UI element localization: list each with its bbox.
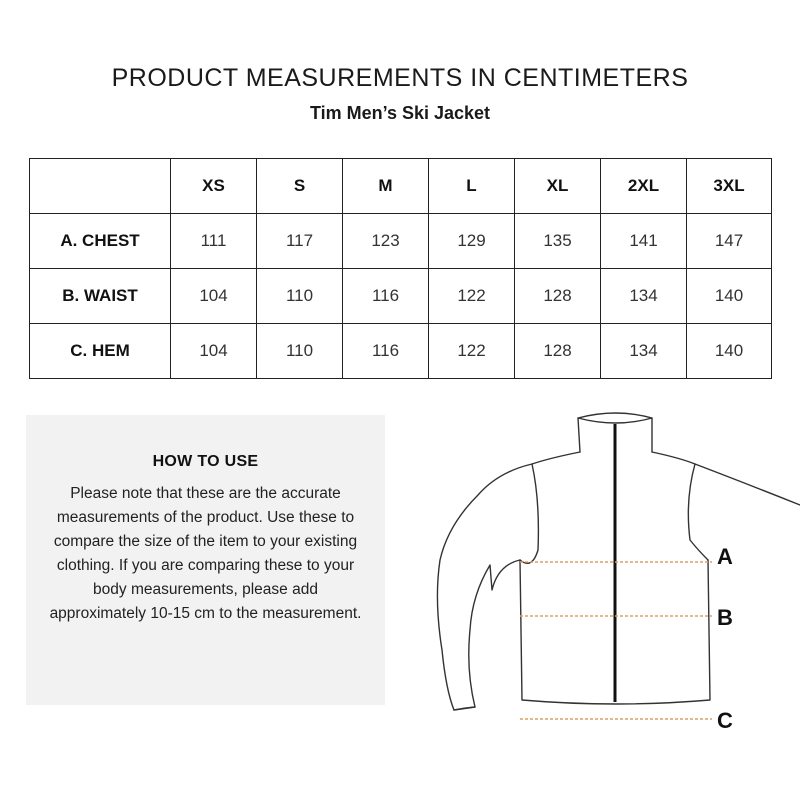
table-cell: 110 [257, 324, 343, 379]
label-a: A [717, 544, 733, 569]
size-header-xl: XL [515, 159, 601, 214]
table-cell: 104 [171, 324, 257, 379]
table-cell: 111 [171, 214, 257, 269]
row-label-chest: A. CHEST [30, 214, 171, 269]
size-header-m: M [343, 159, 429, 214]
table-cell: 122 [429, 324, 515, 379]
table-cell: 110 [257, 269, 343, 324]
label-c: C [717, 708, 733, 733]
table-row-waist [30, 269, 772, 324]
table-cell: 128 [515, 324, 601, 379]
table-header-row [30, 159, 772, 214]
row-label-hem: C. HEM [30, 324, 171, 379]
size-header-xs: XS [171, 159, 257, 214]
how-to-use-title: HOW TO USE [152, 453, 259, 470]
product-name: Tim Men’s Ski Jacket [309, 103, 491, 123]
table-cell: 134 [601, 324, 687, 379]
label-b: B [717, 605, 733, 630]
table-cell: 147 [687, 214, 772, 269]
size-header-3xl: 3XL [687, 159, 772, 214]
table-corner-cell [30, 159, 171, 214]
how-to-use-panel [26, 415, 385, 705]
table-cell: 140 [687, 269, 772, 324]
table-cell: 123 [343, 214, 429, 269]
table-cell: 104 [171, 269, 257, 324]
jacket-outline-icon [437, 413, 800, 710]
table-cell: 140 [687, 324, 772, 379]
table-cell: 116 [343, 324, 429, 379]
table-cell: 141 [601, 214, 687, 269]
how-to-use-text: Please note that these are the accurate measurements of the product. Use these to compare the size of the item to your existing clothing. If you are comparing these to your body measurements, please add approximately 10-15 cm to the measurement. [49, 485, 362, 622]
table-cell: 117 [257, 214, 343, 269]
table-cell: 129 [429, 214, 515, 269]
size-header-2xl: 2XL [601, 159, 687, 214]
size-table [29, 158, 772, 379]
jacket-diagram [420, 400, 800, 740]
table-row-hem [30, 324, 772, 379]
row-label-waist: B. WAIST [30, 269, 171, 324]
table-cell: 134 [601, 269, 687, 324]
table-cell: 128 [515, 269, 601, 324]
table-cell: 135 [515, 214, 601, 269]
table-cell: 116 [343, 269, 429, 324]
table-row-chest [30, 214, 772, 269]
size-header-l: L [429, 159, 515, 214]
size-header-s: S [257, 159, 343, 214]
page-title: PRODUCT MEASUREMENTS IN CENTIMETERS [111, 64, 689, 92]
table-cell: 122 [429, 269, 515, 324]
